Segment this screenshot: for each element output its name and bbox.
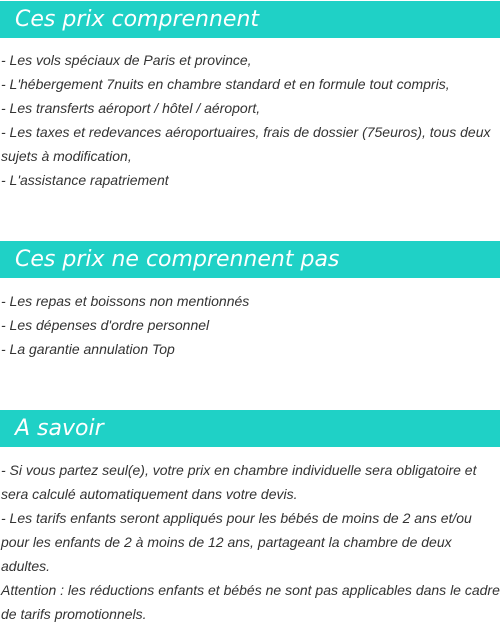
list-item: - L'hébergement 7nuits en chambre standard et en formule tout compris,	[1, 76, 450, 92]
list-item: - Les vols spéciaux de Paris et province,	[1, 52, 252, 68]
section-title-included: Ces prix comprennent	[0, 1, 500, 38]
list-item: Attention : les réductions enfants et bébés ne sont pas applicables dans le cadre de tarifs promotionnels.	[1, 582, 500, 622]
list-item: - Si vous partez seul(e), votre prix en chambre individuelle sera obligatoire et sera calculé automatiquement dans votre devis.	[1, 462, 477, 502]
section-body-included	[0, 48, 500, 192]
list-item: - L'assistance rapatriement	[1, 172, 169, 188]
section-title-good-to-know: A savoir	[0, 410, 500, 447]
list-item: - Les transferts aéroport / hôtel / aéroport,	[1, 100, 261, 116]
section-body-not-included	[0, 289, 500, 361]
list-item: - Les tarifs enfants seront appliqués pour les bébés de moins de 2 ans et/ou pour les enfants de 2 à moins de 12 ans, partageant la chambre de deux adultes.	[1, 510, 472, 574]
section-title-not-included: Ces prix ne comprennent pas	[0, 241, 500, 278]
list-item: - Les dépenses d'ordre personnel	[1, 317, 210, 333]
list-item: - La garantie annulation Top	[1, 341, 175, 357]
list-item: - Les repas et boissons non mentionnés	[1, 293, 250, 309]
list-item: - Les taxes et redevances aéroportuaires, frais de dossier (75euros), tous deux sujets à modification,	[1, 124, 491, 164]
